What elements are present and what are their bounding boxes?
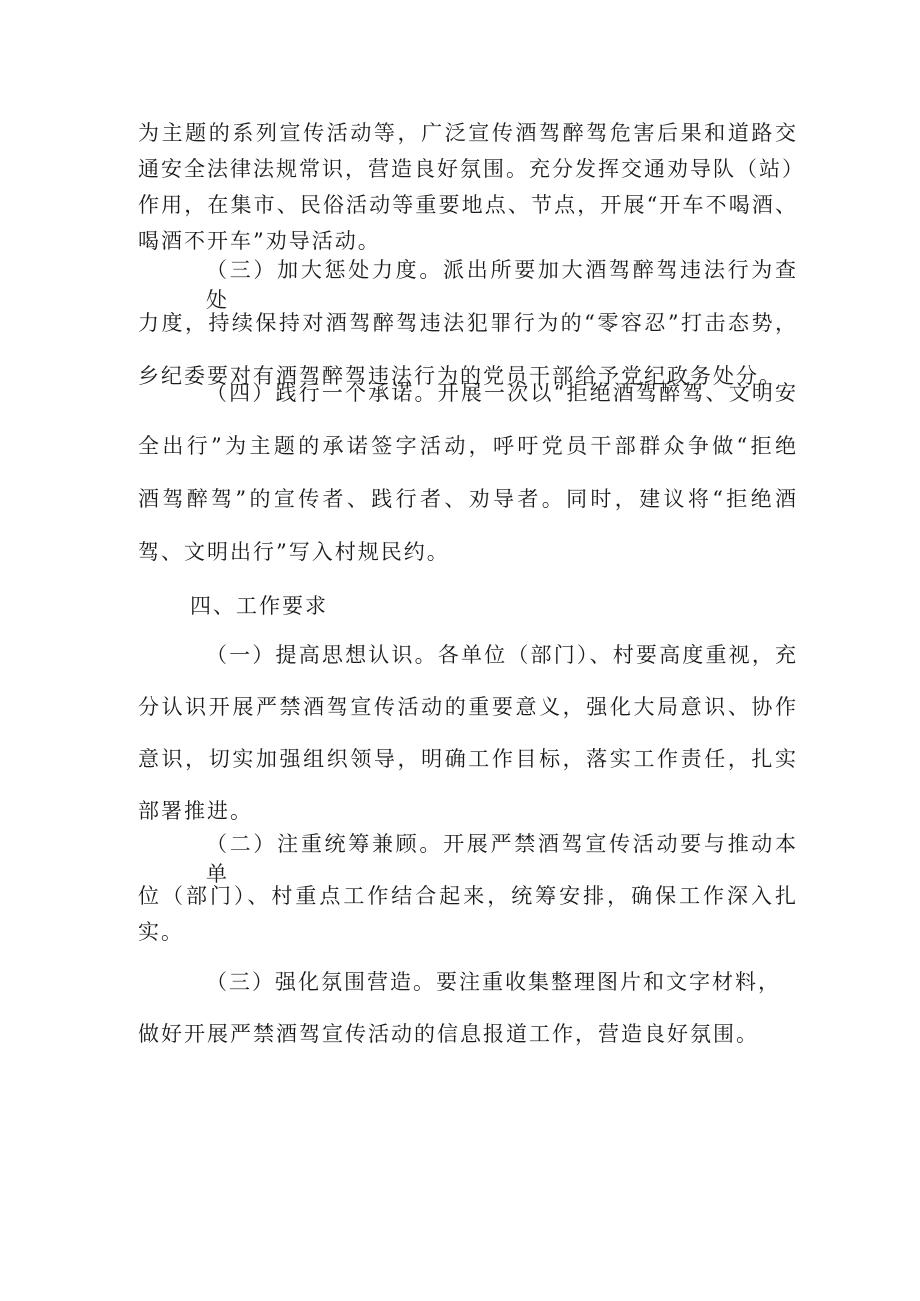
paragraph-punishment xyxy=(138,255,798,391)
text-line: 实。 xyxy=(138,920,184,944)
text-line: 为主题的系列宣传活动等，广泛宣传酒驾醉驾危害后果和道路交 xyxy=(138,121,798,145)
text-line: 意识，切实加强组织领导，明确工作目标，落实工作责任，扎实 xyxy=(138,747,798,771)
text-line: （一）提高思想认识。各单位（部门）、村要高度重视，充 xyxy=(206,643,798,667)
text-line: （三）加大惩处力度。派出所要加大酒驾醉驾违法行为查处 xyxy=(206,258,798,312)
text-line: 通安全法律法规常识，营造良好氛围。充分发挥交通劝导队（站） xyxy=(138,157,805,181)
text-line: 做好开展严禁酒驾宣传活动的信息报道工作，营造良好氛围。 xyxy=(138,1022,759,1046)
text-line: 酒驾醉驾”的宣传者、践行者、劝导者。同时，建议将“拒绝酒 xyxy=(138,487,798,511)
text-line: （三）强化氛围营造。要注重收集整理图片和文字材料， xyxy=(206,970,781,994)
text-line: （二）注重统筹兼顾。开展严禁酒驾宣传活动要与推动本单 xyxy=(206,832,798,886)
text-line: 驾、文明出行”写入村规民约。 xyxy=(138,540,450,564)
text-line: （四）践行一个承诺。开展一次以“拒绝酒驾醉驾、文明安 xyxy=(206,381,798,405)
paragraph-commitment xyxy=(138,378,798,567)
text-line: 乡纪委要对有酒驾醉驾违法行为的党员干部给予党纪政务处分。 xyxy=(138,364,782,388)
paragraph-coordination xyxy=(138,829,798,947)
text-line: 喝酒不开车”劝导活动。 xyxy=(138,229,381,253)
text-line: 部署推进。 xyxy=(138,799,253,823)
text-line: 分认识开展严禁酒驾宣传活动的重要意义，强化大局意识、协作 xyxy=(138,695,798,719)
text-line: 力度，持续保持对酒驾醉驾违法犯罪行为的“零容忍”打击态势， xyxy=(138,311,798,335)
text-line: 全出行”为主题的承诺签字活动，呼吁党员干部群众争做“拒绝 xyxy=(138,434,798,458)
text-line: 位（部门）、村重点工作结合起来，统筹安排，确保工作深入扎 xyxy=(138,884,798,908)
paragraph-atmosphere xyxy=(138,967,798,1049)
section-heading: 四、工作要求 xyxy=(190,594,328,618)
paragraph-awareness xyxy=(138,640,798,826)
section-heading-work-requirements xyxy=(138,591,798,621)
text-line: 作用，在集市、民俗活动等重要地点、节点，开展“开车不喝酒、 xyxy=(138,193,798,217)
paragraph-publicity-continuation xyxy=(138,118,805,256)
